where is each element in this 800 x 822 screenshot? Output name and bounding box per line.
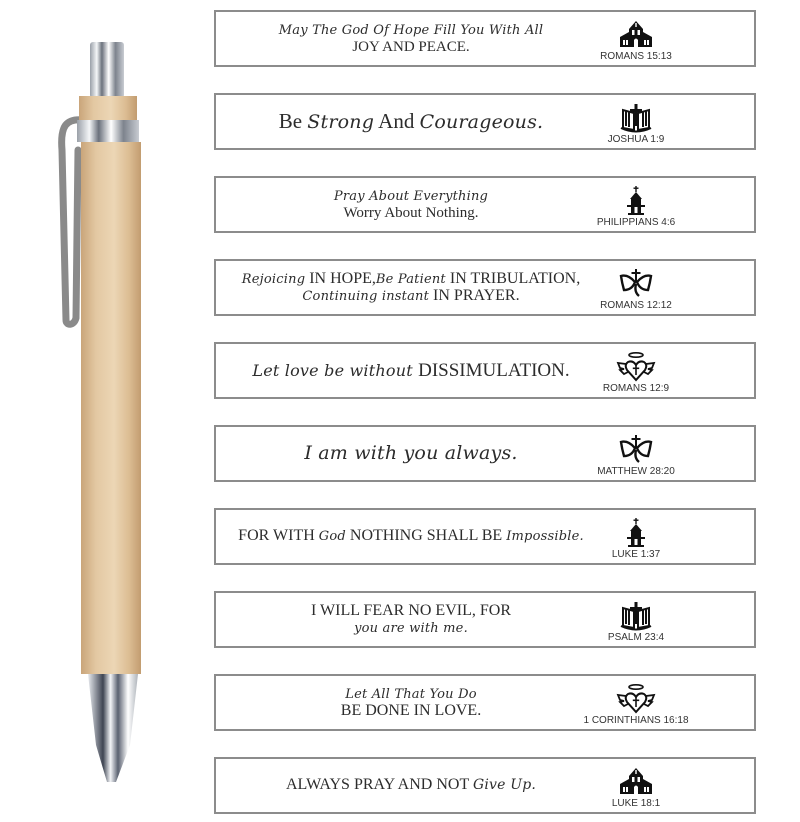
verse-line	[252, 361, 569, 381]
verse-reference: ROMANS 12:12	[600, 300, 672, 311]
verse-print-text: ALWAYS PRAY AND NOT	[285, 776, 473, 794]
verse-line	[352, 39, 469, 56]
verse-panel	[214, 425, 756, 482]
verse-text	[216, 676, 606, 729]
pen-barrel	[81, 142, 141, 674]
verse-line	[354, 620, 468, 637]
chapel-icon	[616, 517, 656, 549]
verse-print-text: JOY AND PEACE.	[352, 38, 470, 55]
bible-cross-icon	[616, 102, 656, 134]
verse-print-text: IN TRIBULATION,	[445, 269, 581, 287]
verse-script-text: May The God Of Hope Fill You With All	[278, 22, 544, 38]
verse-text	[216, 510, 606, 563]
verse-reference: LUKE 18:1	[611, 798, 661, 809]
verse-script-text: Courageous.	[419, 111, 544, 134]
verse-script-text: Pray About Everything	[333, 188, 489, 204]
verse-script-text: God	[318, 529, 346, 545]
verse-line	[345, 686, 477, 703]
church-icon	[616, 766, 656, 798]
verse-print-text: IN HOPE,	[305, 269, 376, 287]
verse-text	[216, 261, 606, 314]
verse-line	[302, 288, 519, 305]
verse-script-text: you are with me.	[354, 620, 468, 636]
verse-panel	[214, 674, 756, 731]
verse-print-text: NOTHING SHALL BE	[345, 527, 507, 545]
verse-panel	[214, 591, 756, 648]
verse-print-text: Worry About Nothing.	[343, 204, 479, 221]
verse-reference-block	[586, 510, 686, 563]
verse-panel	[214, 176, 756, 233]
angel-heart-icon	[616, 683, 656, 715]
verse-reference-block	[586, 759, 686, 812]
pen-upper-barrel	[79, 96, 137, 120]
verse-line	[311, 603, 511, 620]
angel-heart-icon	[616, 351, 656, 383]
bible-cross-icon	[616, 600, 656, 632]
verse-print-text: And	[374, 109, 420, 134]
verse-reference-block	[586, 427, 686, 480]
verse-print-text: FOR WITH	[238, 527, 319, 545]
verse-script-text: I am with you always.	[304, 441, 518, 464]
verse-script-text: Impossible.	[506, 529, 584, 545]
verse-line	[304, 441, 518, 464]
verse-reference: LUKE 1:37	[611, 549, 661, 560]
verse-reference-block	[583, 676, 689, 729]
verse-reference-block	[586, 178, 686, 231]
pen-tip	[88, 674, 138, 782]
pen-illustration	[0, 0, 200, 822]
verse-text	[216, 95, 606, 148]
verse-text	[216, 12, 606, 65]
verse-script-text: Give Up.	[472, 777, 537, 794]
verse-reference-block	[586, 593, 686, 646]
pen-chrome-ring	[77, 120, 139, 142]
verse-panel	[214, 757, 756, 814]
verse-script-text: Rejoicing	[241, 271, 306, 287]
verse-reference-block	[586, 95, 686, 148]
verse-text	[216, 178, 606, 231]
bamboo-pen-image	[0, 0, 200, 822]
verse-text	[216, 344, 606, 397]
verse-text	[216, 427, 606, 480]
verse-reference-block	[586, 344, 686, 397]
dove-cross-icon	[616, 434, 656, 466]
verse-line	[279, 22, 544, 39]
verse-reference-block	[586, 261, 686, 314]
verse-panel	[214, 10, 756, 67]
verse-reference: ROMANS 15:13	[600, 51, 672, 62]
verse-script-text: Strong	[307, 111, 375, 134]
verse-reference: 1 CORINTHIANS 16:18	[583, 715, 689, 726]
verse-panel	[214, 508, 756, 565]
verse-reference: MATTHEW 28:20	[597, 466, 675, 477]
verse-script-text: Continuing instant	[302, 288, 430, 304]
verse-text	[216, 759, 606, 812]
pen-plunger	[90, 42, 124, 98]
verse-script-text: Be Patient	[375, 271, 446, 287]
verse-script-text: Let All That You Do	[345, 686, 477, 702]
verse-line	[286, 777, 536, 794]
chapel-icon	[616, 185, 656, 217]
pen-clip	[62, 120, 84, 325]
verse-line	[341, 703, 481, 720]
verse-line	[343, 205, 478, 222]
verse-script-text: Let love be without	[252, 360, 419, 380]
verse-reference: PHILIPPIANS 4:6	[596, 217, 676, 228]
verse-line	[279, 110, 544, 133]
verse-print-text: I WILL FEAR NO EVIL, FOR	[311, 601, 511, 619]
verse-reference: PSALM 23:4	[607, 632, 665, 643]
verse-text	[216, 593, 606, 646]
verse-print-text: IN PRAYER.	[429, 286, 520, 304]
verse-print-text: BE DONE IN LOVE.	[340, 701, 482, 719]
verse-line	[334, 188, 488, 205]
verse-reference: ROMANS 12:9	[602, 383, 670, 394]
verse-reference: JOSHUA 1:9	[607, 134, 665, 145]
church-icon	[616, 19, 656, 51]
verse-panel	[214, 259, 756, 316]
verse-panel	[214, 342, 756, 399]
verse-print-text: DISSIMULATION.	[418, 359, 570, 381]
verse-panel	[214, 93, 756, 150]
verse-reference-block	[586, 12, 686, 65]
verse-print-text: Be	[278, 109, 308, 134]
verse-line	[242, 271, 580, 288]
verse-line	[238, 528, 584, 545]
dove-cross-icon	[616, 268, 656, 300]
